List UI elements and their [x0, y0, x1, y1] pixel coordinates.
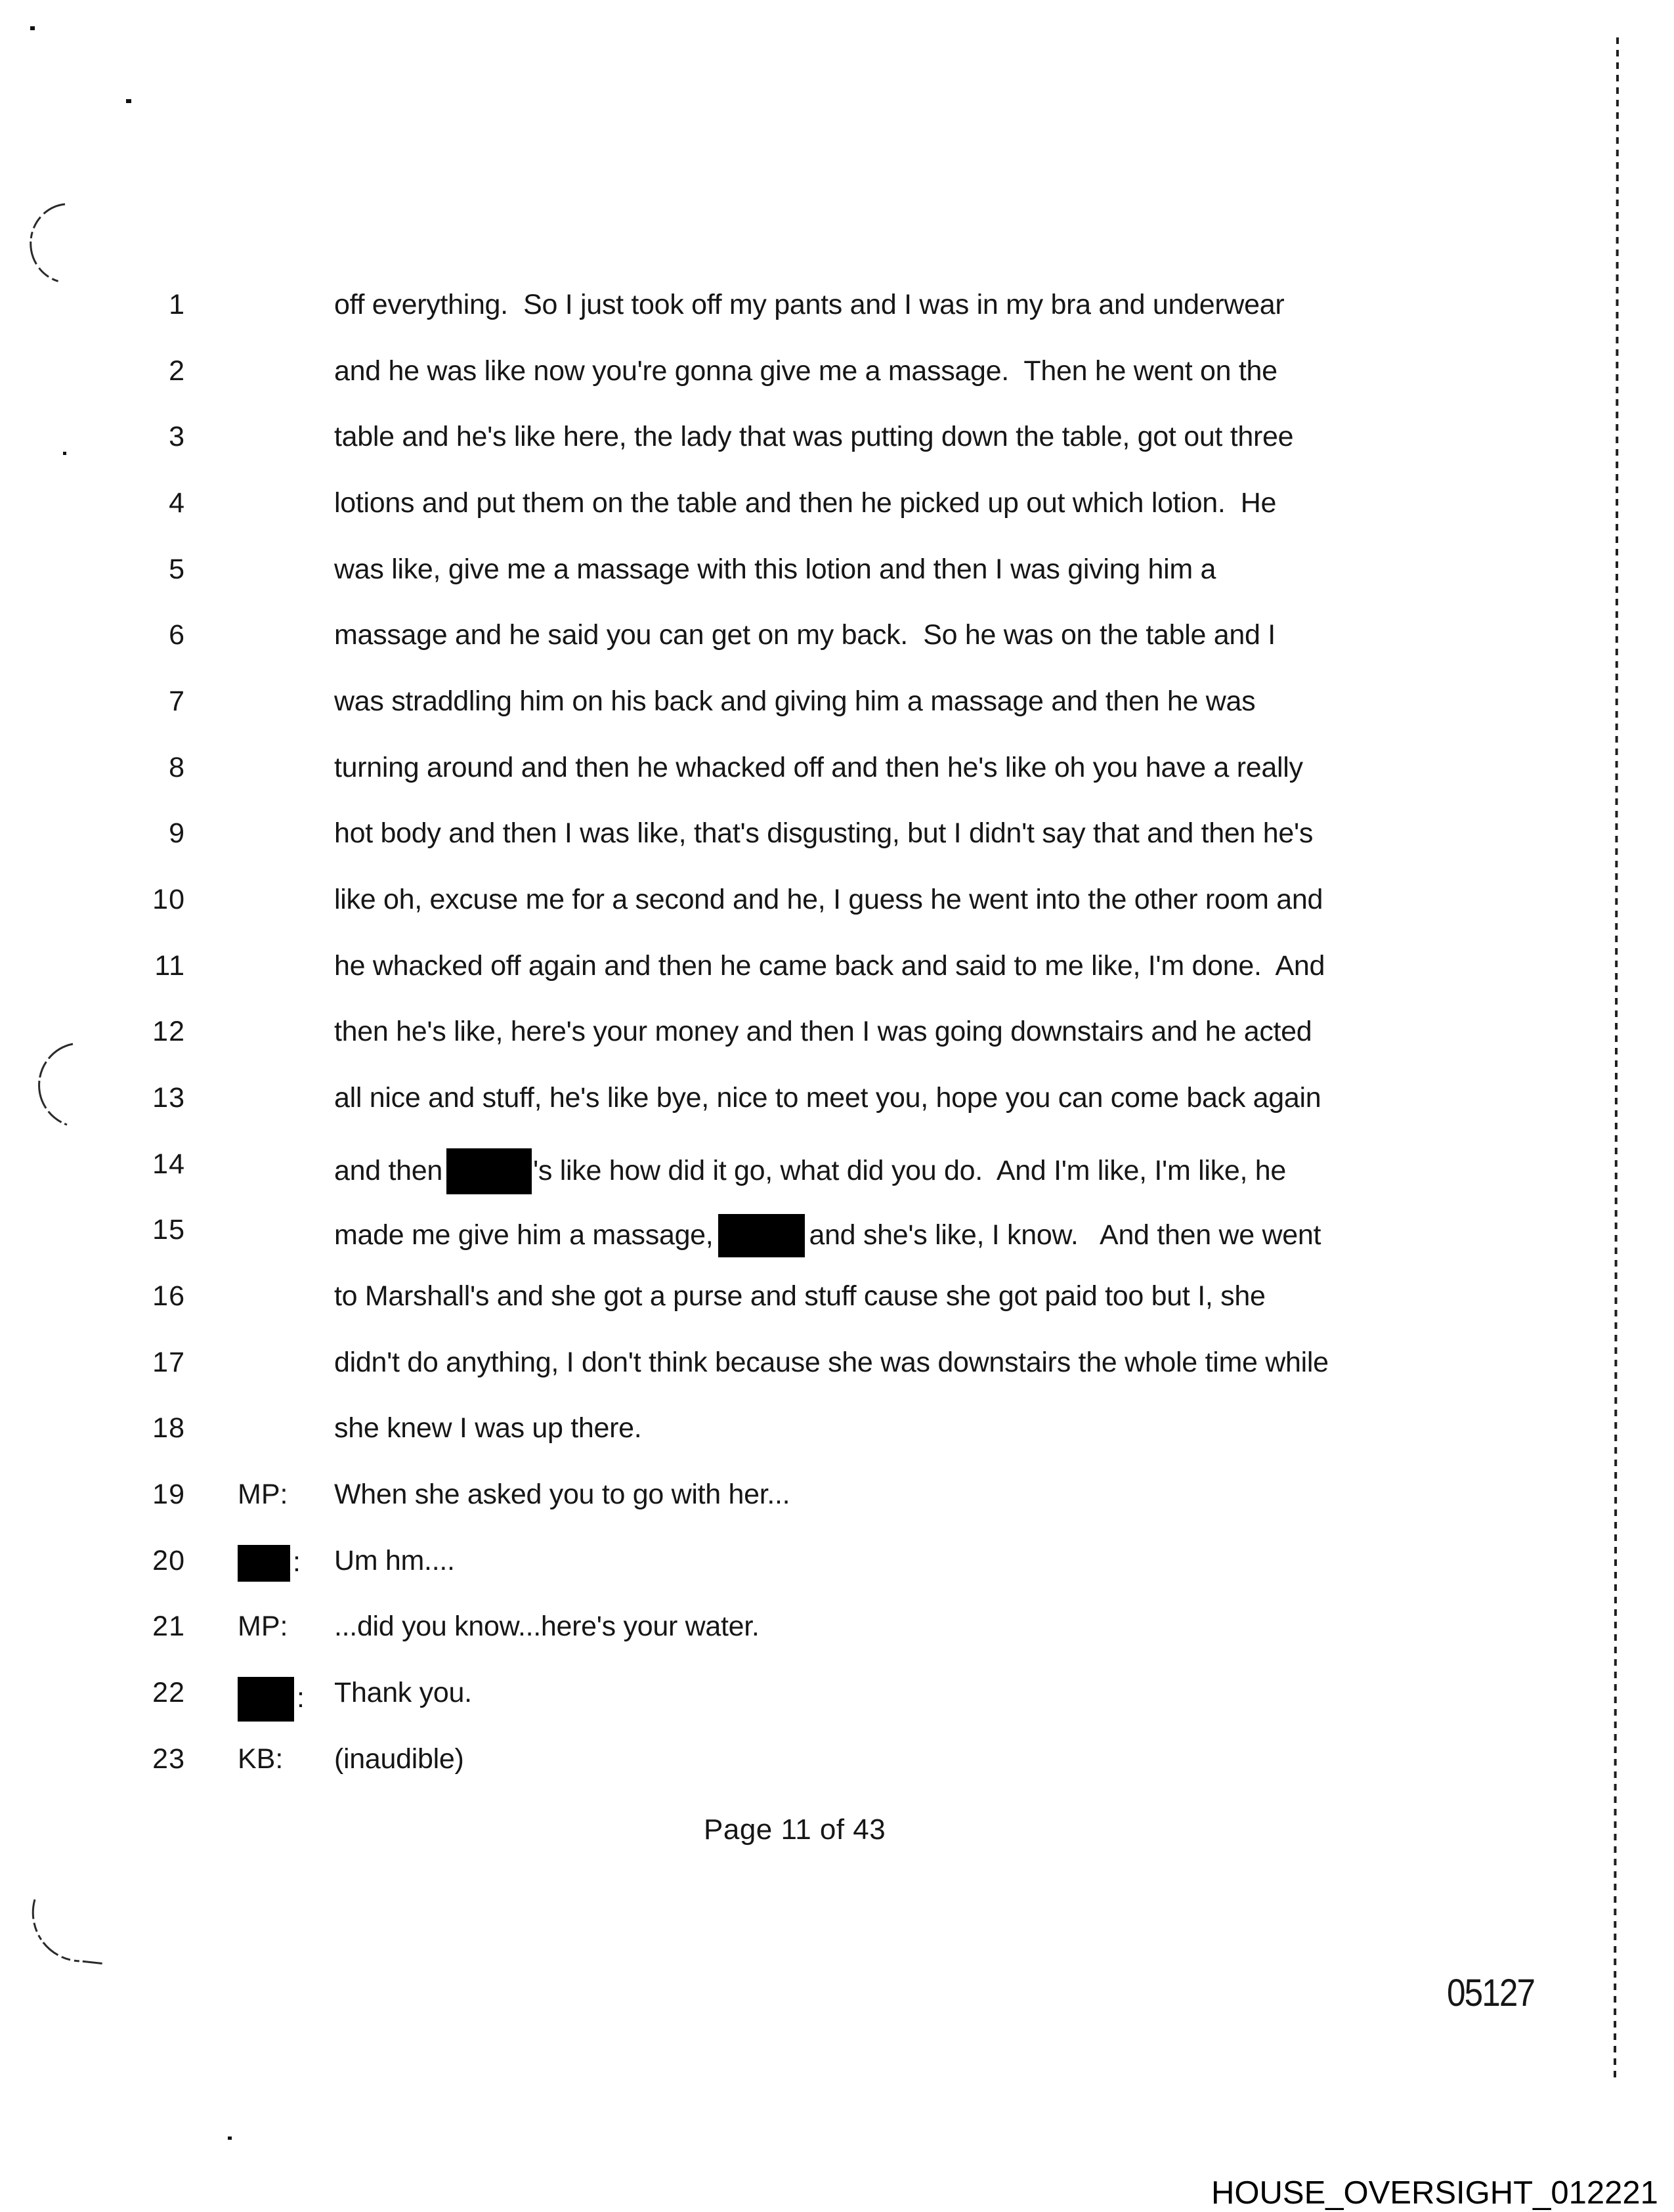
line-number: 21: [152, 1611, 185, 1642]
transcript-line-3: [0, 421, 1674, 463]
transcript-line-14: [0, 1148, 1674, 1190]
scan-speck: [228, 2136, 232, 2140]
line-text: ...did you know...here's your water.: [334, 1611, 760, 1642]
line-text-pre: and then: [334, 1155, 442, 1186]
speaker-label-redacted: [238, 1677, 336, 1722]
transcript-line-13: [0, 1082, 1674, 1124]
line-text: off everything. So I just took off my pants and I was in my bra and underwear: [334, 289, 1285, 320]
line-text: [334, 1214, 1321, 1257]
line-number: 1: [169, 289, 185, 320]
line-number: 8: [169, 752, 185, 783]
line-number: 9: [169, 817, 185, 849]
speaker-label-redacted: [238, 1545, 336, 1582]
line-number: 6: [169, 619, 185, 651]
line-text: table and he's like here, the lady that was putting down the table, got out three: [334, 421, 1294, 452]
line-number: 23: [152, 1743, 185, 1775]
page-number: Page 11 of 43: [704, 1813, 886, 1846]
line-text: was like, give me a massage with this lotion and then I was giving him a: [334, 553, 1216, 585]
line-text: Um hm....: [334, 1545, 455, 1576]
line-text: she knew I was up there.: [334, 1412, 642, 1444]
line-number: 15: [152, 1214, 185, 1246]
transcript-line-10: [0, 884, 1674, 926]
scan-speck: [30, 26, 35, 30]
line-number: 19: [152, 1479, 185, 1510]
transcript-line-5: [0, 553, 1674, 596]
line-text: was straddling him on his back and giving him a massage and then he was: [334, 685, 1256, 717]
line-text: turning around and then he whacked off and then he's like oh you have a really: [334, 752, 1303, 783]
line-text: massage and he said you can get on my back. So he was on the table and I: [334, 619, 1276, 651]
line-text: When she asked you to go with her...: [334, 1479, 790, 1510]
transcript-line-23: [0, 1743, 1674, 1785]
punch-arc-bottom: [33, 1899, 105, 1964]
transcript-line-1: [0, 289, 1674, 331]
line-number: 22: [152, 1677, 185, 1708]
line-text: Thank you.: [334, 1677, 472, 1708]
line-text: [334, 1148, 1286, 1194]
line-text: and he was like now you're gonna give me a massage. Then he went on the: [334, 355, 1277, 387]
transcript-line-2: [0, 355, 1674, 397]
transcript-line-7: [0, 685, 1674, 727]
speaker-label: MP:: [238, 1479, 288, 1510]
line-text: like oh, excuse me for a second and he, I guess he went into the other room and: [334, 884, 1323, 915]
speaker-label: KB:: [238, 1743, 284, 1775]
transcript-line-11: [0, 950, 1674, 992]
line-number: 4: [169, 487, 185, 519]
line-text: lotions and put them on the table and then he picked up out which lotion. He: [334, 487, 1277, 519]
line-text-pre: made me give him a massage,: [334, 1219, 714, 1251]
line-text: then he's like, here's your money and then I was going downstairs and he acted: [334, 1016, 1312, 1047]
transcript-line-12: [0, 1016, 1674, 1058]
line-text: (inaudible): [334, 1743, 464, 1775]
line-text-post: and she's like, I know. And then we went: [809, 1219, 1321, 1251]
speaker-label: MP:: [238, 1611, 288, 1642]
transcript-line-21: [0, 1611, 1674, 1653]
redaction-box: [238, 1677, 294, 1722]
transcript-line-18: [0, 1412, 1674, 1454]
stamp-number: 05127: [1447, 1972, 1535, 2014]
line-number: 12: [152, 1016, 185, 1047]
line-number: 11: [154, 950, 185, 982]
line-number: 20: [152, 1545, 185, 1576]
line-text: to Marshall's and she got a purse and stuff cause she got paid too but I, she: [334, 1280, 1266, 1312]
line-number: 5: [169, 553, 185, 585]
line-number: 7: [169, 685, 185, 717]
line-text-post: 's like how did it go, what did you do. And I'm like, I'm like, he: [532, 1155, 1286, 1186]
line-number: 13: [152, 1082, 185, 1114]
redaction-box: [718, 1214, 805, 1257]
scan-speck: [126, 99, 131, 103]
transcript-line-20: [0, 1545, 1674, 1587]
transcript-line-16: [0, 1280, 1674, 1322]
transcript-line-6: [0, 619, 1674, 661]
transcript-line-8: [0, 752, 1674, 794]
line-text: all nice and stuff, he's like bye, nice to meet you, hope you can come back again: [334, 1082, 1321, 1114]
punch-arc-top: [31, 204, 65, 282]
transcript-line-15: [0, 1214, 1674, 1256]
line-number: 14: [152, 1148, 185, 1180]
speaker-colon: :: [293, 1546, 301, 1578]
transcript-line-19: [0, 1479, 1674, 1521]
redaction-box: [238, 1545, 290, 1582]
transcript-line-22: [0, 1677, 1674, 1719]
line-text: hot body and then I was like, that's disgusting, but I didn't say that and then he's: [334, 817, 1314, 849]
line-number: 16: [152, 1280, 185, 1312]
redaction-box: [446, 1148, 532, 1194]
transcript-line-17: [0, 1347, 1674, 1389]
transcript-line-9: [0, 817, 1674, 859]
transcript-line-4: [0, 487, 1674, 529]
line-number: 17: [152, 1347, 185, 1378]
line-text: didn't do anything, I don't think because she was downstairs the whole time while: [334, 1347, 1329, 1378]
bates-number: HOUSE_OVERSIGHT_012221: [1211, 2175, 1658, 2211]
line-number: 18: [152, 1412, 185, 1444]
line-number: 10: [152, 884, 185, 915]
line-number: 2: [169, 355, 185, 387]
line-number: 3: [169, 421, 185, 452]
speaker-colon: :: [297, 1682, 305, 1714]
line-text: he whacked off again and then he came back and said to me like, I'm done. And: [334, 950, 1325, 982]
